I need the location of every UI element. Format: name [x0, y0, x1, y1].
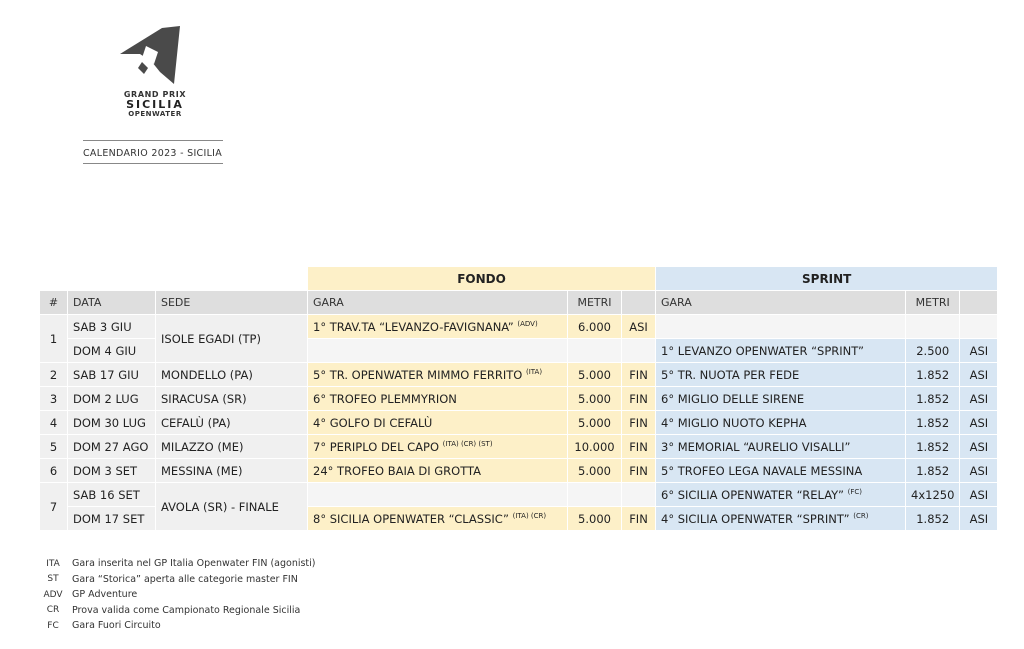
legend-text: GP Adventure: [72, 589, 138, 601]
row-num: 1: [40, 315, 68, 363]
legend-code: ST: [47, 574, 59, 585]
row-date: SAB 16 SET: [68, 483, 156, 507]
row-sede: MESSINA (ME): [156, 459, 308, 483]
col-data: DATA: [68, 291, 156, 315]
col-sprint-metri: METRI: [906, 291, 960, 315]
row-date: DOM 27 AGO: [68, 435, 156, 459]
fondo-gara: 6° TROFEO PLEMMYRION: [308, 387, 568, 411]
fondo-metri: 5.000: [568, 459, 622, 483]
legend-code: ADV: [43, 589, 63, 600]
fondo-metri: 5.000: [568, 507, 622, 531]
sprint-metri: 1.852: [906, 363, 960, 387]
column-header-row: [40, 291, 998, 315]
row-date: DOM 2 LUG: [68, 387, 156, 411]
row-sede: CEFALÙ (PA): [156, 411, 308, 435]
col-sede: SEDE: [156, 291, 308, 315]
fondo-metri: 6.000: [568, 315, 622, 339]
fondo-gara: 1° TRAV.TA “LEVANZO-FAVIGNANA” $^{(ADV)}$: [308, 315, 568, 339]
sprint-circuito: ASI: [960, 339, 998, 363]
brand-line2: SICILIA: [126, 98, 184, 111]
sprint-metri: 1.852: [906, 459, 960, 483]
fondo-gara: 7° PERIPLO DEL CAPO $^{(ITA) (CR) (ST)}$: [308, 435, 568, 459]
sprint-circuito: ASI: [960, 483, 998, 507]
row-sede: MILAZZO (ME): [156, 435, 308, 459]
sprint-metri: 2.500: [906, 339, 960, 363]
calendar-title: CALENDARIO 2023 - SICILIA: [83, 148, 223, 159]
fondo-circuito: ASI: [622, 315, 656, 339]
logo: [80, 24, 230, 118]
row-date: DOM 3 SET: [68, 459, 156, 483]
sprint-circuito: ASI: [960, 363, 998, 387]
sprint-circuito: ASI: [960, 459, 998, 483]
table-row: [40, 483, 998, 507]
row-date: SAB 17 GIU: [68, 363, 156, 387]
fondo-metri: 5.000: [568, 411, 622, 435]
fondo-circuito: FIN: [622, 435, 656, 459]
sprint-metri: 1.852: [906, 387, 960, 411]
legend-text: Gara Fuori Circuito: [72, 620, 161, 632]
row-num: 7: [40, 483, 68, 531]
brand-line3: OPENWATER: [128, 110, 182, 118]
fondo-gara: 4° GOLFO DI CEFALÙ: [308, 411, 568, 435]
legend-text: Prova valida come Campionato Regionale Sicilia: [72, 604, 301, 616]
sprint-gara: 5° TROFEO LEGA NAVALE MESSINA: [656, 459, 906, 483]
table-row: [40, 459, 998, 483]
divider: [83, 140, 223, 141]
table-row: [40, 315, 998, 339]
legend-item: [40, 587, 316, 603]
fondo-circuito: FIN: [622, 363, 656, 387]
fondo-metri: 10.000: [568, 435, 622, 459]
group-sprint: SPRINT: [656, 267, 998, 291]
sprint-gara: 4° SICILIA OPENWATER “SPRINT” $^{(CR)}$: [656, 507, 906, 531]
sprint-circuito: ASI: [960, 435, 998, 459]
sprint-gara: 5° TR. NUOTA PER FEDE: [656, 363, 906, 387]
sprint-circuito: ASI: [960, 411, 998, 435]
legend-item: [40, 572, 316, 588]
sprint-circuito: ASI: [960, 507, 998, 531]
fondo-circuito: FIN: [622, 507, 656, 531]
table-row: [40, 387, 998, 411]
legend-text: Gara inserita nel GP Italia Openwater FIN (agonisti): [72, 558, 316, 570]
row-num: 2: [40, 363, 68, 387]
fondo-gara: 5° TR. OPENWATER MIMMO FERRITO $^{(ITA)}$: [308, 363, 568, 387]
sprint-metri: 1.852: [906, 507, 960, 531]
legend: [40, 556, 316, 634]
fondo-gara: 8° SICILIA OPENWATER “CLASSIC” $^{(ITA) (CR)}$: [308, 507, 568, 531]
table-row: [40, 411, 998, 435]
legend-code: ITA: [46, 558, 60, 569]
calendar-table: [40, 267, 998, 531]
fondo-metri: 5.000: [568, 363, 622, 387]
sprint-gara: 3° MEMORIAL “AURELIO VISALLI”: [656, 435, 906, 459]
legend-text: Gara “Storica” aperta alle categorie master FIN: [72, 573, 298, 585]
row-sede: MONDELLO (PA): [156, 363, 308, 387]
row-date: SAB 3 GIU: [68, 315, 156, 339]
fondo-circuito: FIN: [622, 411, 656, 435]
fondo-gara: 24° TROFEO BAIA DI GROTTA: [308, 459, 568, 483]
sprint-metri: 1.852: [906, 411, 960, 435]
row-num: 3: [40, 387, 68, 411]
legend-item: [40, 618, 316, 634]
fondo-metri: 5.000: [568, 387, 622, 411]
col-sprint-gara: GARA: [656, 291, 906, 315]
sprint-circuito: ASI: [960, 387, 998, 411]
sprint-metri: 1.852: [906, 435, 960, 459]
sprint-gara: 6° MIGLIO DELLE SIRENE: [656, 387, 906, 411]
row-date: DOM 4 GIU: [68, 339, 156, 363]
group-header-row: [40, 267, 998, 291]
legend-code: FC: [47, 620, 59, 631]
row-sede: SIRACUSA (SR): [156, 387, 308, 411]
sprint-gara: 6° SICILIA OPENWATER “RELAY” $^{(FC)}$: [656, 483, 906, 507]
table-row: [40, 363, 998, 387]
sicily-logo-icon: [118, 24, 184, 88]
row-date: DOM 30 LUG: [68, 411, 156, 435]
row-num: 4: [40, 411, 68, 435]
sprint-metri: 4x1250: [906, 483, 960, 507]
legend-code: CR: [46, 605, 60, 616]
row-sede: ISOLE EGADI (TP): [156, 315, 308, 363]
row-num: 5: [40, 435, 68, 459]
legend-item: [40, 603, 316, 619]
fondo-circuito: FIN: [622, 459, 656, 483]
row-num: 6: [40, 459, 68, 483]
brand-line1: GRAND PRIX: [123, 90, 187, 99]
table-row: [40, 435, 998, 459]
col-fondo-metri: METRI: [568, 291, 622, 315]
divider: [83, 163, 223, 164]
col-num: #: [40, 291, 68, 315]
fondo-circuito: FIN: [622, 387, 656, 411]
row-date: DOM 17 SET: [68, 507, 156, 531]
sprint-gara: 4° MIGLIO NUOTO KEPHA: [656, 411, 906, 435]
group-fondo: FONDO: [308, 267, 656, 291]
sprint-gara: 1° LEVANZO OPENWATER “SPRINT”: [656, 339, 906, 363]
legend-item: [40, 556, 316, 572]
row-sede: AVOLA (SR) - FINALE: [156, 483, 308, 531]
col-fondo-gara: GARA: [308, 291, 568, 315]
